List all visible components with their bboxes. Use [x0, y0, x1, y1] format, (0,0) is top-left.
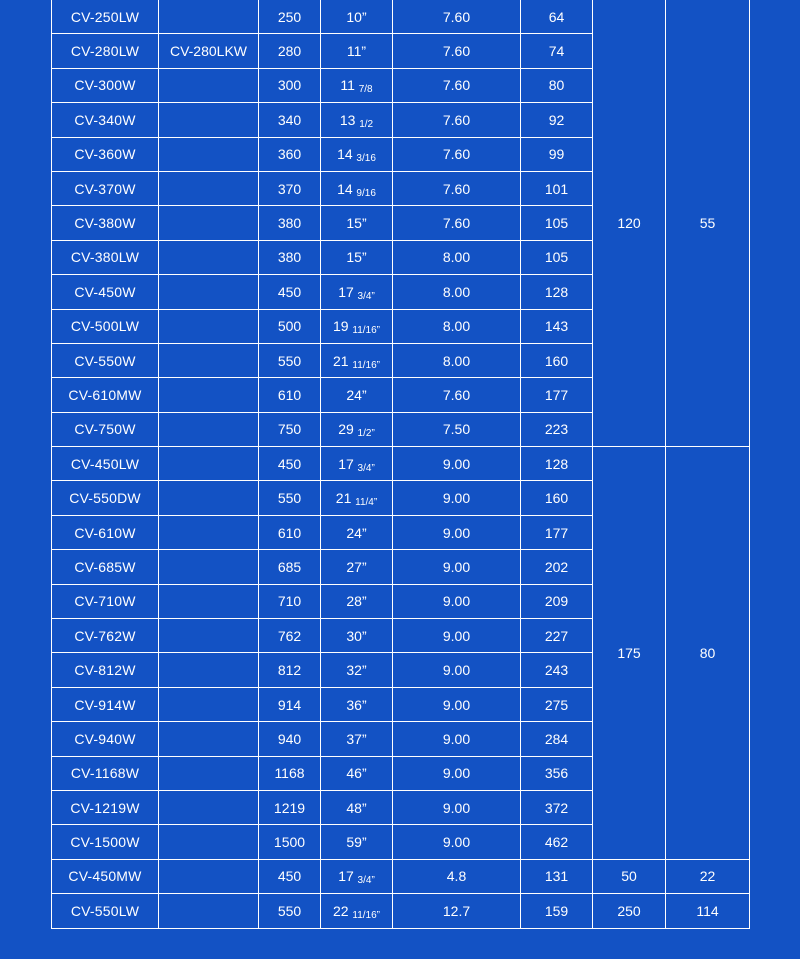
cell-group-value-a: 250 [593, 894, 666, 928]
cell-weight: 284 [521, 722, 593, 756]
cell-weight: 275 [521, 687, 593, 721]
cell-diameter-inch: 32” [321, 653, 393, 687]
cell-diameter-inch: 10” [321, 0, 393, 34]
cell-thickness: 9.00 [393, 653, 521, 687]
table-body [52, 0, 750, 928]
cell-model: CV-450MW [52, 859, 159, 893]
cell-model-alt [159, 206, 259, 240]
cell-thickness: 9.00 [393, 515, 521, 549]
cell-diameter-mm: 550 [259, 894, 321, 928]
cell-diameter-mm: 550 [259, 343, 321, 377]
cell-thickness: 9.00 [393, 481, 521, 515]
cell-diameter-inch: 17 3/4” [321, 859, 393, 893]
cell-weight: 177 [521, 378, 593, 412]
cell-diameter-mm: 750 [259, 412, 321, 446]
cell-model-alt [159, 275, 259, 309]
cell-weight: 243 [521, 653, 593, 687]
cell-model: CV-340W [52, 103, 159, 137]
cell-diameter-mm: 500 [259, 309, 321, 343]
cell-weight: 80 [521, 68, 593, 102]
cell-model-alt [159, 515, 259, 549]
cell-diameter-mm: 762 [259, 619, 321, 653]
cell-diameter-mm: 610 [259, 515, 321, 549]
cell-diameter-inch: 36” [321, 687, 393, 721]
cell-thickness: 7.60 [393, 171, 521, 205]
cell-model-alt [159, 550, 259, 584]
cell-group-value-a: 120 [593, 0, 666, 447]
cell-diameter-mm: 914 [259, 687, 321, 721]
cell-model-alt [159, 653, 259, 687]
cell-diameter-mm: 250 [259, 0, 321, 34]
cell-model: CV-762W [52, 619, 159, 653]
cell-model-alt [159, 0, 259, 34]
cell-thickness: 9.00 [393, 619, 521, 653]
cell-model-alt [159, 447, 259, 481]
cell-thickness: 7.60 [393, 103, 521, 137]
cell-diameter-inch: 48” [321, 790, 393, 824]
cell-weight: 462 [521, 825, 593, 859]
cell-weight: 160 [521, 343, 593, 377]
cell-thickness: 9.00 [393, 825, 521, 859]
cell-weight: 101 [521, 171, 593, 205]
cell-weight: 372 [521, 790, 593, 824]
cell-diameter-mm: 940 [259, 722, 321, 756]
cell-weight: 105 [521, 206, 593, 240]
cell-weight: 99 [521, 137, 593, 171]
cell-diameter-mm: 280 [259, 34, 321, 68]
cell-group-value-b: 80 [666, 447, 750, 860]
cell-model-alt [159, 481, 259, 515]
cell-group-value-a: 175 [593, 447, 666, 860]
cell-diameter-inch: 37” [321, 722, 393, 756]
cell-model: CV-370W [52, 171, 159, 205]
cell-model: CV-280LW [52, 34, 159, 68]
cell-diameter-mm: 450 [259, 275, 321, 309]
cell-thickness: 7.60 [393, 68, 521, 102]
cell-model-alt [159, 240, 259, 274]
cell-thickness: 7.60 [393, 0, 521, 34]
cell-thickness: 9.00 [393, 584, 521, 618]
cell-weight: 356 [521, 756, 593, 790]
cell-model: CV-300W [52, 68, 159, 102]
cell-model: CV-380LW [52, 240, 159, 274]
cell-model: CV-500LW [52, 309, 159, 343]
cell-model-alt [159, 619, 259, 653]
cell-model: CV-360W [52, 137, 159, 171]
cell-weight: 202 [521, 550, 593, 584]
cell-weight: 143 [521, 309, 593, 343]
cell-model: CV-250LW [52, 0, 159, 34]
cell-diameter-inch: 17 3/4” [321, 447, 393, 481]
cell-model-alt [159, 68, 259, 102]
cell-weight: 160 [521, 481, 593, 515]
cell-model-alt [159, 756, 259, 790]
cell-diameter-mm: 685 [259, 550, 321, 584]
cell-diameter-mm: 370 [259, 171, 321, 205]
cell-diameter-mm: 380 [259, 240, 321, 274]
cell-thickness: 9.00 [393, 790, 521, 824]
cell-weight: 159 [521, 894, 593, 928]
cell-thickness: 8.00 [393, 309, 521, 343]
cell-diameter-inch: 30” [321, 619, 393, 653]
cell-diameter-inch: 24” [321, 515, 393, 549]
cell-diameter-inch: 59” [321, 825, 393, 859]
cell-model-alt [159, 687, 259, 721]
cell-diameter-inch: 28” [321, 584, 393, 618]
cell-diameter-inch: 17 3/4” [321, 275, 393, 309]
specification-table [51, 0, 750, 929]
cell-thickness: 8.00 [393, 343, 521, 377]
cell-diameter-inch: 24” [321, 378, 393, 412]
cell-model: CV-450W [52, 275, 159, 309]
cell-model: CV-750W [52, 412, 159, 446]
cell-model: CV-610W [52, 515, 159, 549]
cell-thickness: 12.7 [393, 894, 521, 928]
cell-model-alt [159, 309, 259, 343]
cell-diameter-inch: 46” [321, 756, 393, 790]
cell-model-alt [159, 343, 259, 377]
cell-weight: 177 [521, 515, 593, 549]
cell-thickness: 9.00 [393, 447, 521, 481]
cell-thickness: 7.60 [393, 206, 521, 240]
cell-weight: 223 [521, 412, 593, 446]
cell-model: CV-940W [52, 722, 159, 756]
cell-diameter-inch: 22 11/16” [321, 894, 393, 928]
cell-model-alt [159, 859, 259, 893]
cell-weight: 209 [521, 584, 593, 618]
cell-diameter-inch: 11 7/8 [321, 68, 393, 102]
cell-model: CV-550DW [52, 481, 159, 515]
cell-model-alt [159, 137, 259, 171]
cell-thickness: 8.00 [393, 240, 521, 274]
cell-weight: 131 [521, 859, 593, 893]
cell-thickness: 7.50 [393, 412, 521, 446]
cell-group-value-b: 114 [666, 894, 750, 928]
table-row [52, 0, 750, 34]
cell-diameter-inch: 13 1/2 [321, 103, 393, 137]
cell-diameter-mm: 550 [259, 481, 321, 515]
cell-model-alt [159, 378, 259, 412]
cell-group-value-a: 50 [593, 859, 666, 893]
cell-weight: 92 [521, 103, 593, 137]
cell-thickness: 4.8 [393, 859, 521, 893]
cell-model: CV-610MW [52, 378, 159, 412]
cell-model-alt [159, 722, 259, 756]
cell-diameter-mm: 380 [259, 206, 321, 240]
cell-diameter-inch: 19 11/16” [321, 309, 393, 343]
cell-diameter-mm: 450 [259, 447, 321, 481]
cell-model: CV-1219W [52, 790, 159, 824]
cell-diameter-inch: 15” [321, 240, 393, 274]
cell-model: CV-550W [52, 343, 159, 377]
cell-model-alt: CV-280LKW [159, 34, 259, 68]
table-row [52, 894, 750, 928]
cell-diameter-inch: 11” [321, 34, 393, 68]
cell-diameter-mm: 360 [259, 137, 321, 171]
cell-model: CV-550LW [52, 894, 159, 928]
cell-model-alt [159, 171, 259, 205]
cell-model-alt [159, 584, 259, 618]
cell-model: CV-450LW [52, 447, 159, 481]
cell-diameter-mm: 300 [259, 68, 321, 102]
cell-weight: 128 [521, 275, 593, 309]
cell-diameter-mm: 1168 [259, 756, 321, 790]
cell-diameter-inch: 21 11/16” [321, 343, 393, 377]
cell-diameter-inch: 29 1/2” [321, 412, 393, 446]
cell-model: CV-914W [52, 687, 159, 721]
cell-thickness: 9.00 [393, 756, 521, 790]
cell-group-value-b: 55 [666, 0, 750, 447]
cell-weight: 227 [521, 619, 593, 653]
cell-model: CV-685W [52, 550, 159, 584]
cell-diameter-mm: 1219 [259, 790, 321, 824]
cell-weight: 105 [521, 240, 593, 274]
cell-thickness: 7.60 [393, 137, 521, 171]
cell-diameter-mm: 340 [259, 103, 321, 137]
cell-diameter-inch: 14 9/16 [321, 171, 393, 205]
cell-thickness: 7.60 [393, 34, 521, 68]
cell-model-alt [159, 825, 259, 859]
cell-diameter-mm: 812 [259, 653, 321, 687]
cell-weight: 64 [521, 0, 593, 34]
cell-model-alt [159, 894, 259, 928]
table-row [52, 859, 750, 893]
cell-diameter-inch: 15” [321, 206, 393, 240]
cell-model-alt [159, 412, 259, 446]
cell-diameter-mm: 450 [259, 859, 321, 893]
cell-thickness: 9.00 [393, 550, 521, 584]
cell-diameter-inch: 27” [321, 550, 393, 584]
cell-diameter-inch: 21 11/4” [321, 481, 393, 515]
cell-model: CV-380W [52, 206, 159, 240]
cell-diameter-mm: 1500 [259, 825, 321, 859]
cell-weight: 74 [521, 34, 593, 68]
cell-thickness: 7.60 [393, 378, 521, 412]
cell-model-alt [159, 103, 259, 137]
table-row [52, 447, 750, 481]
cell-thickness: 9.00 [393, 687, 521, 721]
cell-thickness: 9.00 [393, 722, 521, 756]
cell-diameter-inch: 14 3/16 [321, 137, 393, 171]
cell-model: CV-812W [52, 653, 159, 687]
cell-weight: 128 [521, 447, 593, 481]
cell-model: CV-1500W [52, 825, 159, 859]
cell-diameter-mm: 710 [259, 584, 321, 618]
cell-thickness: 8.00 [393, 275, 521, 309]
cell-diameter-mm: 610 [259, 378, 321, 412]
cell-model: CV-710W [52, 584, 159, 618]
cell-model: CV-1168W [52, 756, 159, 790]
cell-model-alt [159, 790, 259, 824]
cell-group-value-b: 22 [666, 859, 750, 893]
